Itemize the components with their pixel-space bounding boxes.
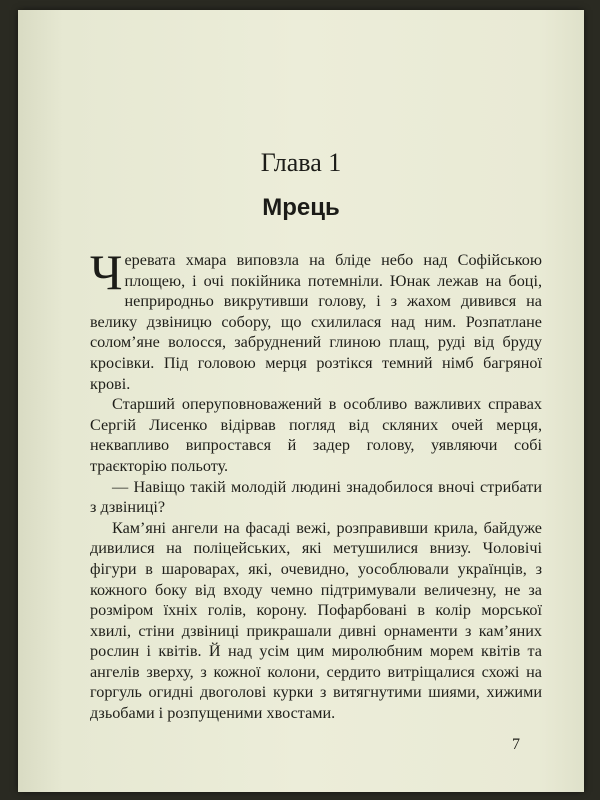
chapter-title: Мрець (262, 194, 340, 221)
paragraph-1-text: еревата хмара виповзла на бліде небо над Софійською площею, і очі покійника потемніли. Юнак лежав на боці, неприродньо викрутивши голову, і з жахом дивився на велику дзвіницю собору, що схилилася над ним. Розпатлане солом’яне волосся, забруднений глиною плащ, руді від бруду кросівки. Під головою мерця розтікся темний німб багряної крові. (90, 251, 542, 393)
body-text (90, 244, 542, 724)
paragraph-2: Старший оперуповноважений в особливо важливих справах Сергій Лисенко відірвав погляд від скляних очей мерця, неквапливо випростався й задер голову, уявляючи собі траєкторію польоту. (90, 395, 542, 475)
page-number: 7 (512, 736, 520, 753)
book-page (18, 10, 584, 792)
drop-cap: Ч (90, 244, 123, 300)
paragraph-1 (90, 244, 542, 394)
paragraph-4: Кам’яні ангели на фасаді вежі, розправивши крила, байдуже дивилися на поліцейських, які метушилися внизу. Чоловічі фігури в шароварах, які, очевидно, уособлювали українців, з кожного боку від входу чемно підтримували величезну, не за розміром їхніх голів, корону. Пофарбовані в колір морської хвилі, стіни дзвіниці прикрашали дивні орнаменти з кам’яних рослин і квітів. Й над усім цим миролюбним морем квітів та ангелів зверху, з кожної колони, сердито витріщалися схожі на горгуль огидні двоголові курки з витягнутими шиями, хижими дзьобами і розпущеними хвостами. (90, 518, 542, 723)
chapter-label: Глава 1 (260, 148, 342, 177)
paragraph-3: — Навіщо такій молодій людині знадобилося вночі стрибати з дзвіниці? (90, 477, 542, 517)
